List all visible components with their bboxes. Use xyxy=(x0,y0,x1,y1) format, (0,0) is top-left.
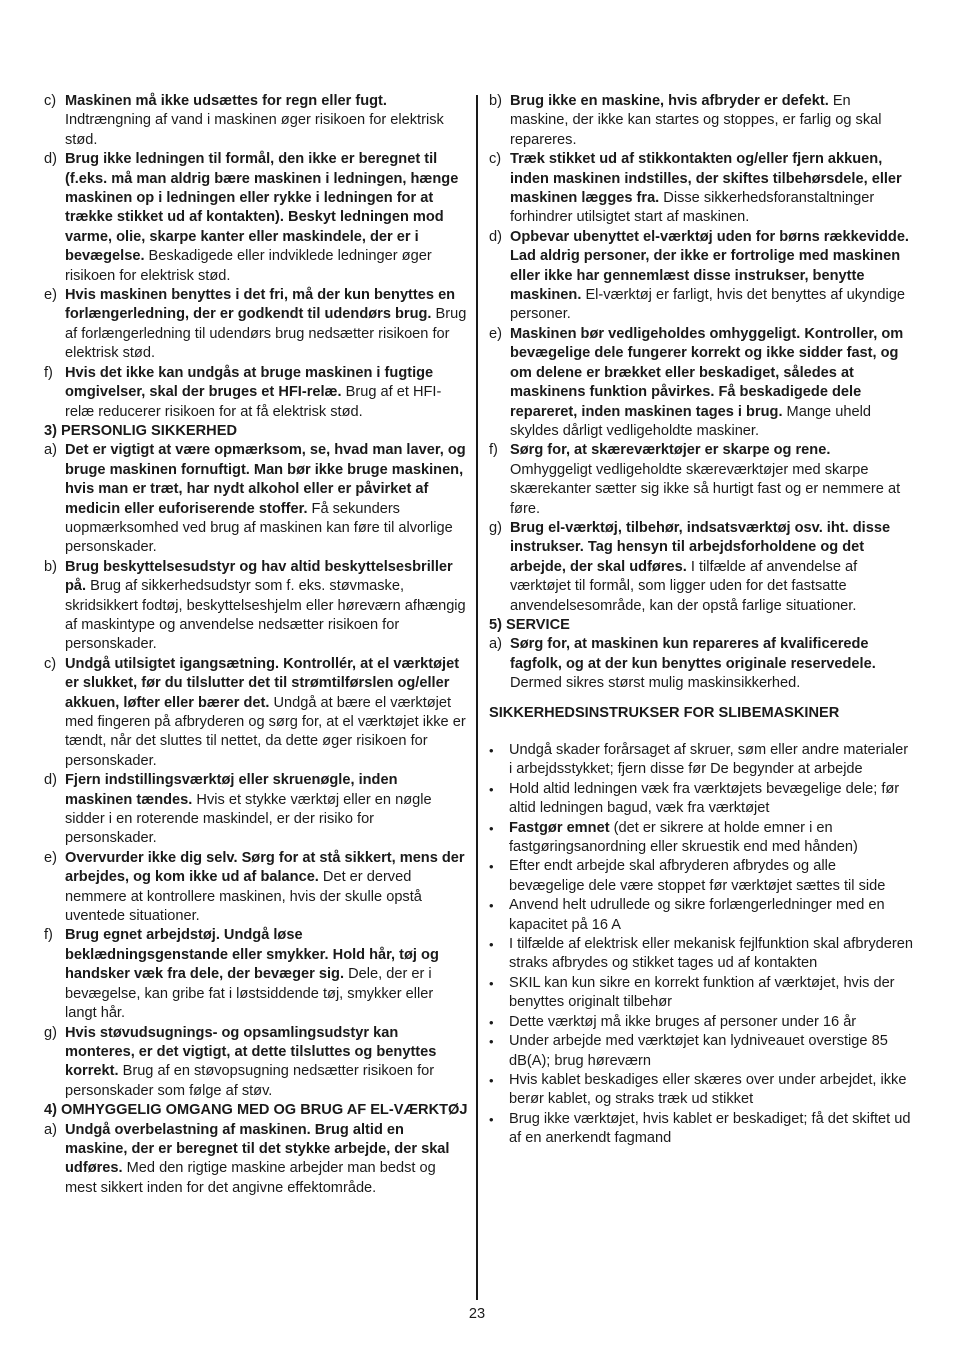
instruction-item xyxy=(44,150,468,286)
item-plain-text: Undgå at bære el værktøjet med fingeren på afbryderen og sørg for, at el værktøjet ikke er tændt, når det sluttes til nettet, da dette øger risikoen for personskader. xyxy=(65,694,466,769)
item-text xyxy=(65,150,468,286)
item-plain-text: Disse sikkerhedsforanstaltninger forhindrer utilsigtet start af maskinen. xyxy=(510,190,875,226)
item-text xyxy=(510,325,913,441)
bullet-item xyxy=(489,896,913,935)
bullet-plain-text: Efter endt arbejde skal afbryderen afbrydes og alle bevægelige dele være stoppet før værktøjet sættes til side xyxy=(509,858,886,894)
item-plain-text: I tilfælde af anvendelse af værktøjet til formål, som ligger uden for det fastsatte anvendelsesområde, kan der opstå farlige situationer. xyxy=(510,558,858,614)
item-label: d) xyxy=(44,151,57,168)
item-text xyxy=(510,635,913,693)
instruction-item xyxy=(489,325,913,441)
item-plain-text: Brug af forlængerledning til udendørs brug nedsætter risikoen for elektrisk stød. xyxy=(65,306,467,362)
bullet-icon: • xyxy=(489,781,494,797)
instruction-item xyxy=(489,441,913,519)
instruction-item xyxy=(489,228,913,325)
item-label: f) xyxy=(44,364,53,381)
item-plain-text: Med den rigtige maskine arbejder man bedst og mest sikkert inden for det angivne effektområde. xyxy=(65,1160,436,1196)
instruction-item xyxy=(44,926,468,1023)
item-plain-text: Mange uheld skyldes dårligt vedligeholdte maskiner. xyxy=(510,403,871,439)
bullet-item xyxy=(489,780,913,819)
instruction-item xyxy=(44,92,468,150)
item-label: a) xyxy=(489,636,502,653)
bullet-item xyxy=(489,935,913,974)
item-label: g) xyxy=(489,519,502,536)
bullet-bold-text: Fastgør emnet xyxy=(509,819,610,836)
instruction-item xyxy=(489,635,913,693)
item-text xyxy=(65,441,468,557)
bullet-icon: • xyxy=(489,1014,494,1030)
item-text xyxy=(65,926,468,1023)
bullet-plain-text: Undgå skader forårsaget af skruer, søm eller andre materialer i arbejdsstykket; fjern disse før De begynder at arbejde xyxy=(509,742,909,778)
item-text xyxy=(65,558,468,655)
item-label: f) xyxy=(44,927,53,944)
bullet-icon: • xyxy=(489,1072,494,1088)
item-label: g) xyxy=(44,1024,57,1041)
bullet-item xyxy=(489,1071,913,1110)
item-bold-text: Maskinen må ikke udsættes for regn eller fugt. xyxy=(65,93,387,109)
instruction-item xyxy=(44,286,468,364)
instruction-item xyxy=(44,558,468,655)
bullet-text xyxy=(509,780,913,819)
item-label: d) xyxy=(44,772,57,789)
item-text xyxy=(510,228,913,325)
item-plain-text: Få sekunders uopmærksomhed ved brug af maskinen kan føre til alvorlige personskader. xyxy=(65,500,453,556)
bullet-plain-text: Hvis kablet beskadiges eller skæres over under arbejdet, ikke berør kablet, og straks træk ud stikket xyxy=(509,1071,907,1108)
bullet-plain-text: Anvend helt udrullede og sikre forlængerledninger med en kapacitet på 16 A xyxy=(509,897,885,933)
item-text xyxy=(65,286,468,364)
item-label: a) xyxy=(44,1121,57,1138)
bullet-item xyxy=(489,857,913,896)
item-label: d) xyxy=(489,228,502,245)
page-number: 23 xyxy=(468,1306,486,1322)
bullet-text xyxy=(509,741,913,780)
item-text xyxy=(65,92,468,150)
item-label: b) xyxy=(489,93,502,109)
item-text xyxy=(510,519,913,616)
column-divider xyxy=(476,95,478,1300)
bullet-plain-text: Hold altid ledningen væk fra værktøjets bevægelige dele; før altid ledningen bagud, væk fra værktøjet xyxy=(509,780,900,817)
bullet-item xyxy=(489,1032,913,1071)
instruction-item xyxy=(44,655,468,771)
bullet-list xyxy=(489,741,913,1149)
instruction-item xyxy=(44,364,468,422)
bullet-item xyxy=(489,1013,913,1032)
item-plain-text: Det er derved nemmere at kontrollere maskinen, hvis der skulle opstå uventede situationer. xyxy=(65,869,422,925)
item-text xyxy=(510,150,913,228)
item-bold-text: Undgå utilsigtet igangsætning. Kontrollér, at el værktøjet er slukket, før du tilslutter det til strømtilførslen og/eller akkuen, løfter eller bærer det. xyxy=(65,655,460,711)
bullet-icon: • xyxy=(489,898,494,914)
item-plain-text: El-værktøj er farligt, hvis det benyttes af ukyndige personer. xyxy=(510,287,906,323)
item-label: f) xyxy=(489,442,498,459)
item-text xyxy=(510,441,913,519)
bullet-plain-text: I tilfælde af elektrisk eller mekanisk fejlfunktion skal afbryderen straks afbrydes og stikket tages ud af kontakten xyxy=(509,936,913,972)
item-bold-text: Opbevar ubenyttet el-værktøj uden for børns rækkevidde. Lad aldrig personer, der ikke er fortrolige med maskinen eller ikke har gennemlæst disse instrukser, benytte maskinen. xyxy=(510,228,909,304)
item-text xyxy=(65,849,468,927)
item-bold-text: Brug beskyttelsesudstyr og hav altid beskyttelsesbriller på. xyxy=(65,558,453,595)
bullet-text xyxy=(509,935,913,974)
bullet-plain-text: Brug ikke værktøjet, hvis kablet er beskadiget; få det skiftet ud af en anerkendt fagmand xyxy=(509,1110,911,1147)
item-label: c) xyxy=(44,655,57,672)
item-bold-text: Sørg for, at maskinen kun repareres af kvalificerede fagfolk, og at der kun benyttes originale reservedele. xyxy=(510,636,876,672)
bullet-item xyxy=(489,1110,913,1149)
instruction-item xyxy=(489,92,913,150)
item-label: e) xyxy=(489,325,502,342)
bullet-plain-text: SKIL kan kun sikre en korrekt funktion af værktøjet, hvis der benyttes originalt tilbehør xyxy=(509,974,895,1011)
item-bold-text: Træk stikket ud af stikkontakten og/eller fjern akkuen, inden maskinen indstilles, der skiftes tilbehørsdele, eller maskinen lægges fra. xyxy=(510,151,902,207)
item-bold-text: Undgå overbelastning af maskinen. Brug altid en maskine, der er beregnet til det stykke arbejde, der skal udføres. xyxy=(65,1121,450,1177)
item-label: a) xyxy=(44,442,57,459)
section-heading: 4) OMHYGGELIG OMGANG MED OG BRUG AF EL-VÆRKTØJ xyxy=(44,1102,468,1119)
right-column-items xyxy=(489,92,913,694)
item-label: c) xyxy=(489,151,502,168)
bullet-text xyxy=(509,1071,913,1110)
item-label: b) xyxy=(44,558,57,575)
bullet-text xyxy=(509,1032,913,1071)
item-text xyxy=(510,92,913,150)
bullet-item xyxy=(489,974,913,1013)
item-bold-text: Brug ikke ledningen til formål, den ikke er beregnet til (f.eks. må man aldrig bære maskinen i ledningen, hænge maskinen op i ledningen eller rykke i ledningen for at trække stikket ud af kontakten). Beskyt ledningen mod varme, olie, skarpe kanter eller maskindele, der er i bevægelse. xyxy=(65,151,459,265)
item-label: c) xyxy=(44,93,57,109)
bullet-icon: • xyxy=(489,820,494,836)
bullet-item xyxy=(489,819,913,858)
item-text xyxy=(65,1121,468,1199)
item-plain-text: Indtrængning af vand i maskinen øger risikoen for elektrisk stød. xyxy=(65,112,444,148)
item-plain-text: Beskadigede eller indviklede ledninger øger risikoen for elektrisk stød. xyxy=(65,248,432,284)
item-text xyxy=(65,1024,468,1102)
section-heading: 3) PERSONLIG SIKKERHED xyxy=(44,422,237,439)
bullet-plain-text: (det er sikrere at holde emner i en fastgøringsanordning eller skruestik end med hånden) xyxy=(509,819,858,856)
bullet-plain-text: Dette værktøj må ikke bruges af personer under 16 år xyxy=(509,1013,857,1030)
item-plain-text: Dermed sikres størst mulig maskinsikkerhed. xyxy=(510,675,801,692)
item-plain-text: Brug af en støvopsugning nedsætter risikoen for personskader som følge af støv. xyxy=(65,1063,435,1099)
item-plain-text: Brug af et HFI-relæ reducerer risikoen for at få elektrisk stød. xyxy=(65,384,442,420)
bullet-text xyxy=(509,974,913,1013)
bullet-icon: • xyxy=(489,743,494,758)
item-plain-text: Dele, der er i bevægelse, kan gribe fat i løstsiddende tøj, smykker eller langt hår. xyxy=(65,966,434,1022)
instruction-item xyxy=(489,519,913,616)
item-label: e) xyxy=(44,849,57,866)
section-title: SIKKERHEDSINSTRUKSER FOR SLIBEMASKINER xyxy=(489,704,840,721)
bullet-text xyxy=(509,857,913,896)
item-plain-text: En maskine, der ikke kan startes og stoppes, er farlig og skal repareres. xyxy=(510,93,882,148)
item-text xyxy=(65,364,468,422)
instruction-item xyxy=(44,849,468,927)
item-label: e) xyxy=(44,287,57,304)
bullet-text xyxy=(509,1110,913,1149)
instruction-item xyxy=(44,441,468,557)
bullet-icon: • xyxy=(489,1034,494,1050)
item-text xyxy=(65,655,468,771)
bullet-text xyxy=(509,896,913,935)
left-column xyxy=(44,92,468,1198)
item-bold-text: Brug el-værktøj, tilbehør, indsatsværktøj osv. iht. disse instrukser. Tag hensyn til arbejdsforholdene og det arbejde, der skal udføres. xyxy=(510,519,891,575)
bullet-icon: • xyxy=(489,859,494,875)
item-bold-text: Hvis maskinen benyttes i det fri, må der kun benyttes en forlængerledning, der er godkendt til udendørs brug. xyxy=(65,287,456,323)
bullet-icon: • xyxy=(489,975,494,991)
bullet-item xyxy=(489,741,913,780)
item-bold-text: Brug ikke en maskine, hvis afbryder er defekt. xyxy=(510,93,829,109)
item-bold-text: Maskinen bør vedligeholdes omhyggeligt. Kontroller, om bevægelige dele fungerer korrekt og ikke sidder fast, og om delene er brækket eller beskadiget, således at maskinens funktion påvirkes. Få beskadigede dele repareret, inden maskinen tages i brug. xyxy=(510,325,904,420)
item-text xyxy=(65,771,468,849)
item-bold-text: Overvurder ikke dig selv. Sørg for at stå sikkert, mens der arbejdes, og kom ikke ud af balance. xyxy=(65,849,465,886)
instruction-item xyxy=(44,1121,468,1199)
item-bold-text: Brug egnet arbejdstøj. Undgå løse beklædningsgenstande eller smykker. Hold hår, tøj og handsker væk fra dele, der bevæger sig. xyxy=(65,927,439,983)
bullet-icon: • xyxy=(489,1111,494,1127)
bullet-text xyxy=(509,1013,913,1032)
bullet-plain-text: Under arbejde med værktøjet kan lydniveauet overstige 85 dB(A); brug høreværn xyxy=(509,1033,888,1069)
item-plain-text: Hvis et stykke værktøj eller en nøgle sidder i en roterende maskindel, er der risiko for personskader. xyxy=(65,791,432,847)
item-plain-text: Brug af sikkerhedsudstyr som f. eks. støvmaske, skridsikkert fodtøj, beskyttelseshjelm eller høreværn afhængig af maskintype og anvendelse nedsætter risikoen for personskader. xyxy=(65,578,466,653)
item-bold-text: Sørg for, at skæreværktøjer er skarpe og rene. xyxy=(510,442,831,459)
right-column xyxy=(489,92,913,1149)
instruction-item xyxy=(489,150,913,228)
instruction-item xyxy=(44,771,468,849)
instruction-item xyxy=(44,1024,468,1102)
bullet-icon: • xyxy=(489,937,494,953)
item-plain-text: Omhyggeligt vedligeholdte skæreværktøjer med skarpe skærekanter sætter sig ikke så hurtigt fast og er nemmere at føre. xyxy=(510,461,901,517)
item-bold-text: Det er vigtigt at være opmærksom, se, hvad man laver, og bruge maskinen fornuftigt. Man bør ikke bruge maskinen, hvis man er træt, har nydt alkohol eller er påvirket af medicin eller euforiserende stoffer. xyxy=(65,442,466,517)
section-heading: 5) SERVICE xyxy=(489,616,570,633)
item-bold-text: Hvis det ikke kan undgås at bruge maskinen i fugtige omgivelser, skal der bruges et HFI-relæ. xyxy=(65,364,434,401)
item-bold-text: Fjern indstillingsværktøj eller skruenøgle, inden maskinen tændes. xyxy=(65,772,398,808)
item-bold-text: Hvis støvudsugnings- og opsamlingsudstyr kan monteres, er det vigtigt, at dette tilsluttes og benyttes korrekt. xyxy=(65,1024,437,1080)
bullet-text xyxy=(509,819,913,858)
